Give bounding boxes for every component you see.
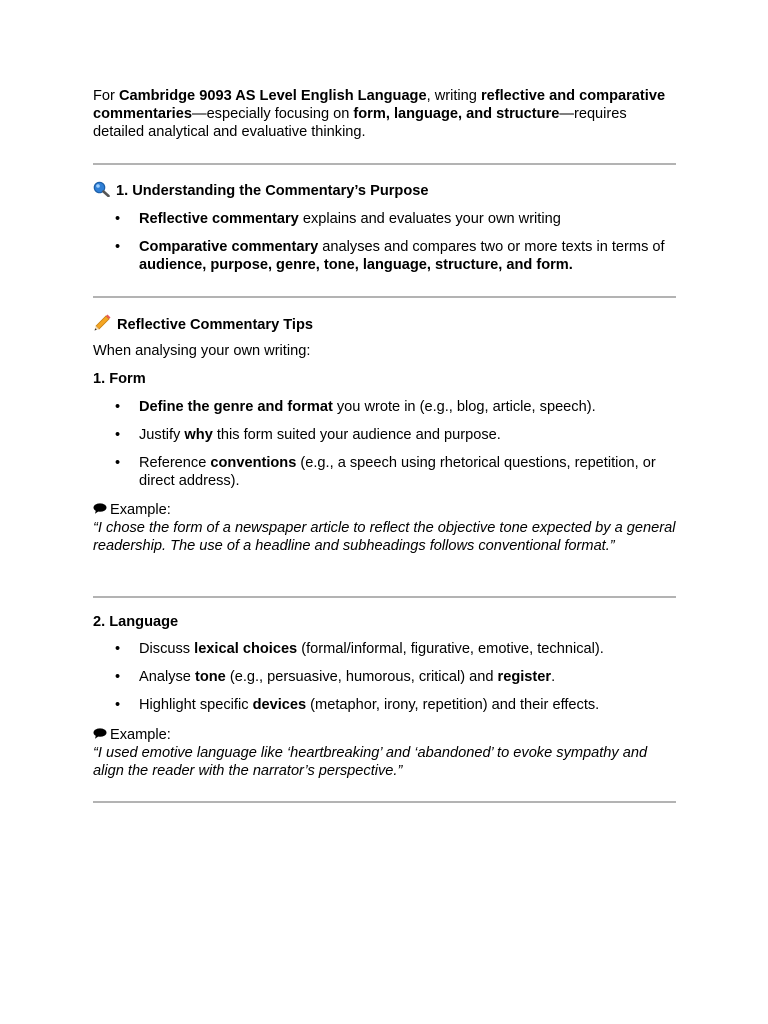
bullet-text: analyses and compares two or more texts in terms of [318, 239, 665, 255]
divider [93, 596, 676, 598]
speech-bubble-icon [93, 501, 107, 519]
divider [93, 801, 676, 803]
bullet-text: you wrote in (e.g., blog, article, speech). [332, 399, 596, 415]
bullet-bold: why [184, 427, 213, 443]
intro-text: For [93, 88, 119, 104]
section-heading-text: Reflective Commentary Tips [117, 317, 314, 333]
bullet-bold: devices [252, 697, 307, 713]
list-item [93, 210, 678, 228]
bullet-bold: Comparative commentary [139, 239, 319, 255]
intro-paragraph [93, 87, 678, 141]
bullet-text: Highlight specific [139, 697, 253, 713]
intro-text: —requires detailed analytical and evaluative thinking. [93, 106, 627, 140]
divider [93, 163, 676, 165]
divider [93, 296, 676, 298]
list-item [93, 238, 678, 274]
magnifying-glass-icon [93, 181, 110, 202]
intro-text: , writing [426, 88, 481, 104]
subheading-form [93, 370, 678, 388]
section-heading-tips [93, 314, 678, 336]
bullet-text: Analyse [139, 669, 195, 685]
example-label [93, 726, 678, 744]
example-label-text: Example: [110, 727, 171, 743]
example-label-text: Example: [110, 502, 171, 518]
speech-bubble-icon [93, 726, 107, 744]
example-label [93, 501, 678, 519]
subheading-text: 1. Form [93, 371, 146, 387]
list-item [93, 696, 678, 714]
bullet-bold: conventions [210, 455, 297, 471]
example-quote: “I chose the form of a newspaper article to reflect the objective tone expected by a general readership. The use of a headline and subheadings follows conventional format.” [93, 520, 676, 554]
list-item [93, 454, 678, 490]
list-item [93, 398, 678, 416]
subheading-text: 2. Language [93, 614, 179, 630]
example-quote: “I used emotive language like ‘heartbreaking’ and ‘abandoned’ to evoke sympathy and align the reader with the narrator’s perspective.” [93, 745, 648, 779]
bullet-text: (formal/informal, figurative, emotive, technical). [297, 641, 604, 657]
intro-bold-commentaries: reflective and comparative commentaries [93, 88, 666, 122]
bullet-text: (e.g., persuasive, humorous, critical) and [225, 669, 498, 685]
pencil-icon [93, 314, 111, 336]
language-list [93, 640, 678, 724]
section-lead-text: When analysing your own writing: [93, 343, 311, 359]
list-item [93, 426, 678, 444]
bullet-bold: lexical choices [194, 641, 298, 657]
bullet-bold: register [497, 669, 552, 685]
bullet-bold: Define the genre and format [139, 399, 333, 415]
bullet-text: . [551, 669, 556, 685]
section-heading-purpose [93, 181, 678, 202]
list-item [93, 668, 678, 686]
bullet-text: Discuss [139, 641, 195, 657]
subheading-language [93, 613, 678, 631]
form-example [93, 501, 678, 555]
intro-text: —especially focusing on [191, 106, 354, 122]
bullet-text: this form suited your audience and purpose. [212, 427, 501, 443]
intro-bold-focus: form, language, and structure [353, 106, 560, 122]
bullet-text: explains and evaluates your own writing [298, 211, 561, 227]
bullet-text: (e.g., a speech using rhetorical questions, repetition, or direct address). [139, 455, 656, 489]
form-list [93, 398, 678, 500]
bullet-text: Reference [139, 455, 211, 471]
bullet-bold: audience, purpose, genre, tone, language, structure, and form. [139, 257, 573, 273]
purpose-list [93, 210, 678, 284]
bullet-bold: Reflective commentary [139, 211, 299, 227]
bullet-bold: tone [194, 669, 226, 685]
list-item [93, 640, 678, 658]
bullet-text: (metaphor, irony, repetition) and their effects. [306, 697, 600, 713]
bullet-text: Justify [139, 427, 185, 443]
section-heading-text: 1. Understanding the Commentary’s Purpose [116, 183, 429, 199]
intro-bold-course: Cambridge 9093 AS Level English Language [118, 88, 427, 104]
language-example [93, 726, 678, 780]
